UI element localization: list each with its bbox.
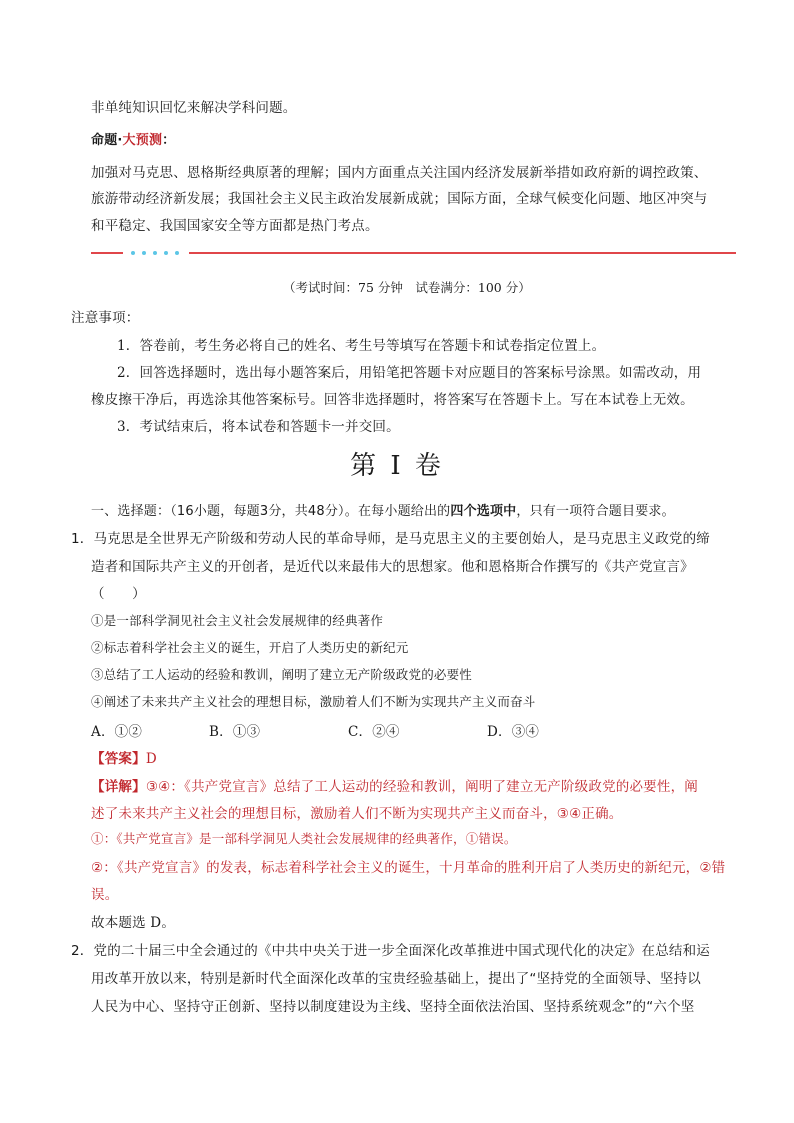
q1-stem-line: 造者和国际共产主义的开创者，是近代以来最伟大的思想家。他和恩格斯合作撰写的《共产党宣言》	[91, 559, 694, 575]
q1-stem-line: 1．马克思是全世界无产阶级和劳动人民的革命导师，是马克思主义的主要创始人，是马克思主义政党的缔	[71, 531, 710, 547]
q1-answer	[91, 747, 157, 767]
q1-statement: ①是一部科学洞见社会主义社会发展规律的经典著作	[91, 613, 384, 628]
volume-title: 第 I 卷	[350, 451, 444, 481]
q1-option-a: A．①②	[91, 724, 143, 740]
q1-statement: ②标志着科学社会主义的诞生，开启了人类历史的新纪元	[91, 640, 409, 655]
notice-item: 3．考试结束后，将本试卷和答题卡一并交回。	[117, 419, 400, 435]
prediction-line: 旅游带动经济新发展；我国社会主义民主政治发展新成就；国际方面，全球气候变化问题、地区冲突与	[91, 191, 708, 207]
q2-stem-line: 用改革开放以来，特别是新时代全面深化改革的宝贵经验基础上，提出了“坚持党的全面领导、坚持以	[91, 971, 701, 987]
q1-detail-line: ①：《共产党宣言》是一部科学洞见人类社会发展规律的经典著作，①错误。	[91, 831, 517, 846]
q1-statement: ③总结了工人运动的经验和教训，阐明了建立无产阶级政党的必要性	[91, 667, 473, 682]
prediction-heading	[91, 129, 175, 148]
q1-blank: （ ）	[91, 586, 146, 602]
q2-stem-line: 人民为中心、坚持守正创新、坚持以制度建设为主线、坚持全面依法治国、坚持系统观念”的“六个坚	[91, 999, 695, 1015]
q1-detail-line: ②：《共产党宣言》的发表，标志着科学社会主义的诞生，十月革命的胜利开启了人类历史的新纪元，②错	[91, 860, 726, 876]
q1-detail-line: 述了未来共产主义社会的理想目标，激励着人们不断为实现共产主义而奋斗，③④正确。	[91, 806, 623, 822]
intro-text: 非单纯知识回忆来解决学科问题。	[91, 100, 297, 116]
prediction-line: 加强对马克思、恩格斯经典原著的理解；国内方面重点关注国内经济发展新举措如政府新的调控政策、	[91, 165, 708, 181]
q2-stem-line: 2．党的二十届三中全会通过的《中共中央关于进一步全面深化改革推进中国式现代化的决定》在总结和运	[71, 943, 710, 959]
q1-detail-line	[91, 775, 698, 795]
q1-option-d: D．③④	[487, 724, 540, 740]
section-header-prefix: 一、选择题：（16小题，每题3分，共48分）。	[91, 504, 358, 519]
prediction-line: 和平稳定、我国国家安全等方面都是热门考点。	[91, 218, 379, 234]
notice-item: 2．回答选择题时，选出每小题答案后，用铅笔把答题卡对应题目的答案标号涂黑。如需改动，用	[117, 365, 702, 381]
detail-text: ③④：《共产党宣言》总结了工人运动的经验和教训，阐明了建立无产阶级政党的必要性，阐	[145, 779, 698, 795]
section-header-middle: 在每小题给出的	[357, 504, 451, 519]
notice-item: 橡皮擦干净后，再选涂其他答案标号。回答非选择题时，将答案写在答题卡上。写在本试卷上无效。	[91, 392, 694, 408]
notice-title: 注意事项：	[71, 310, 140, 326]
prediction-prefix: 命题·	[91, 133, 123, 148]
q1-detail-line: 误。	[91, 887, 119, 903]
q1-statement: ④阐述了未来共产主义社会的理想目标，激励着人们不断为实现共产主义而奋斗	[91, 694, 536, 709]
answer-label: 【答案】	[91, 751, 146, 767]
prediction-suffix: ：	[162, 133, 176, 148]
notice-item: 1．答卷前，考生务必将自己的姓名、考生号等填写在答题卡和试卷指定位置上。	[117, 338, 606, 354]
answer-value: D	[145, 751, 157, 767]
q1-option-c: C．②④	[348, 724, 400, 740]
section-header-bold: 四个选项中	[450, 504, 517, 519]
section-header	[91, 500, 675, 519]
prediction-highlight: 大预测	[122, 133, 163, 148]
section-header-suffix: ，只有一项符合题目要求。	[516, 504, 675, 519]
q1-conclusion: 故本题选 D。	[91, 915, 176, 931]
detail-label: 【详解】	[91, 779, 146, 795]
exam-info: （考试时间：75 分钟 试卷满分：100 分）	[283, 280, 531, 295]
q1-option-b: B．①③	[209, 724, 261, 740]
